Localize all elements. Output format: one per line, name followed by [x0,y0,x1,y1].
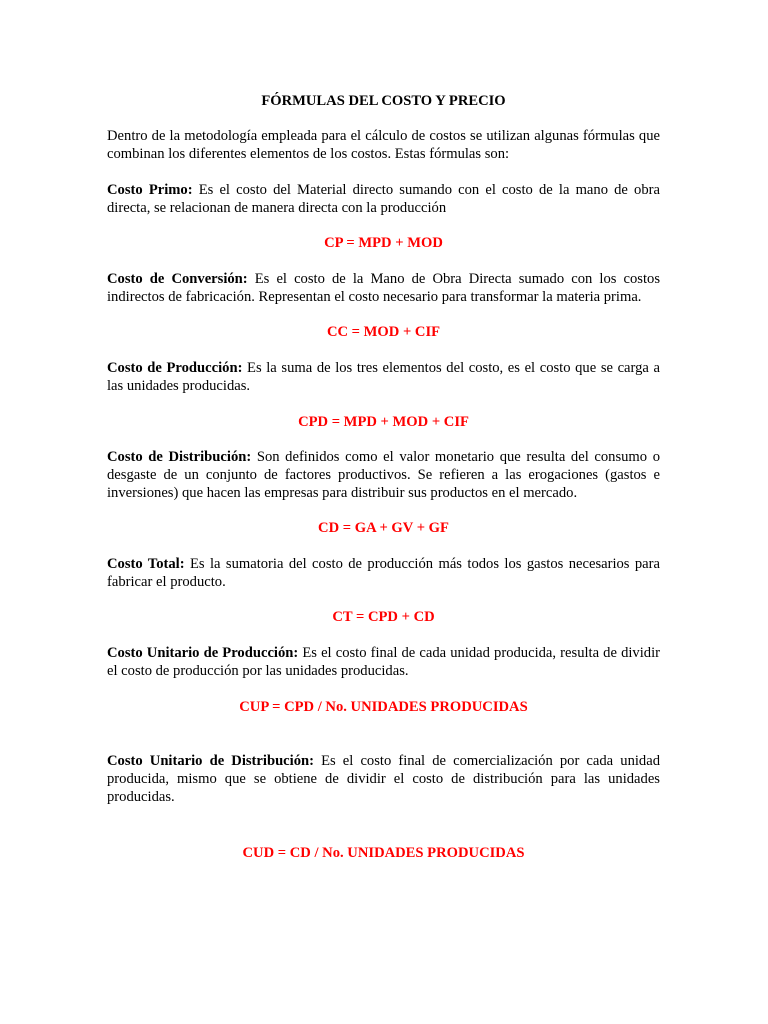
formula-costo-unitario-produccion: CUP = CPD / No. UNIDADES PRODUCIDAS [239,699,528,715]
intro-paragraph: Dentro de la metodología empleada para el cálculo de costos se utilizan algunas fórmulas que combinan los diferentes elementos de los costos. Estas fórmulas son: [107,128,660,162]
term-costo-primo: Costo Primo: [107,182,193,198]
definition-costo-unitario-distribucion [107,752,660,806]
definition-costo-conversion [107,270,660,306]
term-costo-total: Costo Total: [107,556,185,572]
term-costo-unitario-distribucion: Costo Unitario de Distribución: [107,753,314,769]
definition-costo-distribucion [107,448,660,502]
formula-costo-unitario-distribucion: CUD = CD / No. UNIDADES PRODUCIDAS [242,845,525,861]
definition-text-costo-primo: Es el costo del Material directo sumando con el costo de la mano de obra directa, se relacionan de manera directa con la producción [107,182,660,216]
document-title: FÓRMULAS DEL COSTO Y PRECIO [261,93,506,109]
definition-text-costo-produccion: Es la suma de los tres elementos del costo, es el costo que se carga a las unidades producidas. [107,360,660,394]
formula-costo-produccion: CPD = MPD + MOD + CIF [298,414,469,430]
formula-costo-conversion: CC = MOD + CIF [326,324,441,340]
definition-text-costo-unitario-distribucion: Es el costo final de comercialización por cada unidad producida, mismo que se obtiene de dividir el costo de distribución para las unidades producidas. [107,753,660,805]
definition-costo-total [107,555,660,591]
term-costo-produccion: Costo de Producción: [107,360,243,376]
definition-text-costo-conversion: Es el costo de la Mano de Obra Directa sumado con los costos indirectos de fabricación. Representan el costo necesario para transformar la materia prima. [107,271,661,305]
term-costo-distribucion: Costo de Distribución: [107,449,252,465]
definition-costo-produccion [107,359,660,395]
formula-costo-primo: CP = MPD + MOD [324,235,443,251]
document-page [107,92,660,862]
definition-costo-unitario-produccion [107,644,660,680]
term-costo-unitario-produccion: Costo Unitario de Producción: [107,645,299,661]
formula-costo-distribucion: CD = GA + GV + GF [318,520,449,536]
definition-text-costo-total: Es la sumatoria del costo de producción más todos los gastos necesarios para fabricar el producto. [107,556,660,590]
definition-costo-primo [107,181,660,217]
definition-text-costo-distribucion: Son definidos como el valor monetario que resulta del consumo o desgaste de un conjunto de factores productivos. Se refieren a las erogaciones (gastos e inversiones) que hacen las empresas para distribuir sus productos en el mercado. [107,449,660,501]
definition-text-costo-unitario-produccion: Es el costo final de cada unidad producida, resulta de dividir el costo de producción por las unidades producidas. [107,645,660,679]
formula-costo-total: CT = CPD + CD [332,609,435,625]
term-costo-conversion: Costo de Conversión: [107,271,248,287]
